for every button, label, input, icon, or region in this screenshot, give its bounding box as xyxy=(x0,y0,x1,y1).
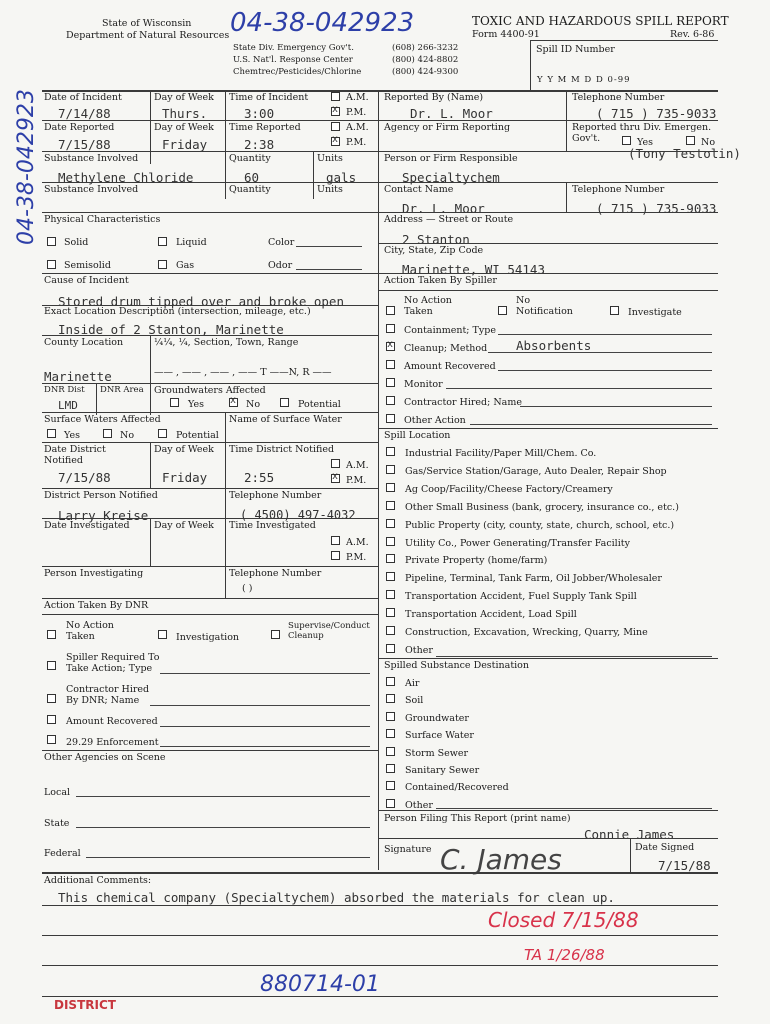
signature-value: C. James xyxy=(440,843,562,876)
contractor-dnr-checkbox[interactable] xyxy=(47,694,56,703)
dnr-dist-value: LMD xyxy=(58,399,78,412)
destination-other-field[interactable] xyxy=(436,808,712,809)
dow-reported-label: Day of Week xyxy=(154,122,214,133)
spill-location-item-label: Industrial Facility/Paper Mill/Chem. Co. xyxy=(405,448,597,459)
destination-label: Spilled Substance Destination xyxy=(384,660,530,671)
destination-item-checkbox[interactable] xyxy=(386,729,395,738)
contractor-dnr-field[interactable] xyxy=(150,705,370,706)
inv-time-label: Time Investigated xyxy=(229,520,316,531)
reported-time: 2:38 xyxy=(244,137,275,152)
state-label: State xyxy=(44,818,70,829)
state-field[interactable] xyxy=(76,827,370,828)
responsible-label: Person or Firm Responsible xyxy=(384,153,518,164)
sw-yes-label: Yes xyxy=(64,430,80,441)
spiller-no-action-checkbox[interactable] xyxy=(386,306,395,315)
date-district-label: Date District Notified xyxy=(44,444,106,466)
contact-phone-label: Telephone Number xyxy=(572,184,665,195)
spiller-required-checkbox[interactable] xyxy=(47,661,56,670)
contact-names: State Div. Emergency Gov't. U.S. Nat'l. Response Center Chemtrec/Pesticides/Chlorine xyxy=(233,43,362,77)
dnr-investigation-label: Investigation xyxy=(176,632,240,643)
spill-location-item-checkbox[interactable] xyxy=(386,626,395,635)
form-title: TOXIC AND HAZARDOUS SPILL REPORT xyxy=(472,14,729,28)
cleanup-value: Absorbents xyxy=(516,338,592,353)
district-time-label: Time District Notified xyxy=(229,444,335,455)
dnr-cleanup-checkbox[interactable] xyxy=(271,630,280,639)
surface-waters-label: Surface Waters Affected xyxy=(44,414,161,425)
ttr-fields: —— , —— , —— , —— T ——N, R —— xyxy=(154,367,332,378)
spill-location-item-checkbox[interactable] xyxy=(386,447,395,456)
other-action-checkbox[interactable] xyxy=(386,414,395,423)
district-stamp: DISTRICT xyxy=(54,998,116,1012)
date-signed-label: Date Signed xyxy=(635,842,695,853)
spill-id-label: Spill ID Number xyxy=(536,44,615,55)
spill-location-item-label: Construction, Excavation, Wrecking, Quarry, Mine xyxy=(405,627,648,638)
spill-location-item-checkbox[interactable] xyxy=(386,554,395,563)
gw-yes-checkbox[interactable] xyxy=(170,398,179,407)
dnr-investigation-checkbox[interactable] xyxy=(158,630,167,639)
spill-location-item-checkbox[interactable] xyxy=(386,644,395,653)
destination-item-label: Other xyxy=(405,799,433,811)
destination-item-checkbox[interactable] xyxy=(386,781,395,790)
reported-date: 7/15/88 xyxy=(58,137,111,152)
reported-am-checkbox[interactable] xyxy=(331,122,340,131)
reporter-phone: ( 715 ) 735-9033 xyxy=(596,106,717,121)
gas-label: Gas xyxy=(176,260,195,271)
containment-label: Containment; Type xyxy=(404,325,496,336)
time-reported-label: Time Reported xyxy=(229,122,301,133)
date-signed-value: 7/15/88 xyxy=(658,858,711,873)
dnr-amount-field[interactable] xyxy=(160,726,370,727)
spill-id-format: Y Y M M D D 0-99 xyxy=(537,75,631,85)
incident-am-checkbox[interactable] xyxy=(331,92,340,101)
am-label: A.M. xyxy=(346,460,369,471)
spiller-required-label: Spiller Required To Take Action; Type xyxy=(66,652,160,674)
enforcement-checkbox[interactable] xyxy=(47,735,56,744)
destination-item-checkbox[interactable] xyxy=(386,799,395,808)
address-label: Address — Street or Route xyxy=(384,214,514,225)
incident-pm-checkbox[interactable] xyxy=(331,107,340,116)
substance-label-2: Substance Involved xyxy=(44,184,139,195)
incident-date: 7/14/88 xyxy=(58,106,111,121)
city-label: City, State, Zip Code xyxy=(384,245,484,256)
spill-location-item-label: Gas/Service Station/Garage, Auto Dealer, Repair Shop xyxy=(405,465,667,477)
substance-name: Methylene Chloride xyxy=(58,170,194,185)
destination-item-label: Surface Water xyxy=(405,730,474,742)
spill-location-item-checkbox[interactable] xyxy=(386,519,395,528)
spiller-amount-field[interactable] xyxy=(498,370,712,371)
pm-label: P.M. xyxy=(346,107,367,118)
date-incident-label: Date of Incident xyxy=(44,92,122,103)
district-time: 2:55 xyxy=(244,470,275,485)
spill-location-item-checkbox[interactable] xyxy=(386,537,395,546)
district-phone: ( 4500) 497-4032 xyxy=(240,508,356,522)
sw-potential-label: Potential xyxy=(176,430,219,441)
incident-dow: Thurs. xyxy=(162,106,208,121)
spiller-investigate-checkbox[interactable] xyxy=(610,306,619,315)
other-agencies-label: Other Agencies on Scene xyxy=(44,752,166,763)
incident-time: 3:00 xyxy=(244,106,275,121)
pm-label: P.M. xyxy=(346,137,367,148)
monitor-checkbox[interactable] xyxy=(386,378,395,387)
location-label: Exact Location Description (intersection, mileage, etc.) xyxy=(44,306,311,317)
groundwaters-label: Groundwaters Affected xyxy=(154,385,266,396)
filer-name: Connie James xyxy=(584,827,675,842)
semisolid-label: Semisolid xyxy=(64,260,111,271)
am-label: A.M. xyxy=(346,92,369,103)
destination-item-checkbox[interactable] xyxy=(386,677,395,686)
gw-no-checkbox[interactable] xyxy=(229,398,238,407)
spill-location-item-checkbox[interactable] xyxy=(386,501,395,510)
dnr-amount-checkbox[interactable] xyxy=(47,715,56,724)
destination-item-checkbox[interactable] xyxy=(386,712,395,721)
contact-phones: (608) 266-3232 (800) 424-8802 (800) 424-9300 xyxy=(392,43,459,77)
spill-location-item-checkbox[interactable] xyxy=(386,608,395,617)
person-investigating-label: Person Investigating xyxy=(44,568,144,579)
action-dnr-label: Action Taken By DNR xyxy=(44,600,149,611)
odor-field[interactable] xyxy=(296,269,362,270)
gw-no-label: No xyxy=(246,399,261,410)
district-dow: Friday xyxy=(162,470,208,485)
county-value: Marinette xyxy=(44,369,112,384)
liquid-checkbox[interactable] xyxy=(158,237,167,246)
reported-by-value: Dr. L. Moor xyxy=(410,106,493,121)
dnr-amount-label: Amount Recovered xyxy=(66,716,158,727)
color-field[interactable] xyxy=(296,246,362,247)
destination-item-label: Air xyxy=(405,678,420,689)
spiller-no-notification-label: No Notification xyxy=(516,295,573,317)
contractor-checkbox[interactable] xyxy=(386,396,395,405)
address-value: 2 Stanton xyxy=(402,232,470,247)
substance-label: Substance Involved xyxy=(44,153,139,164)
destination-item-label: Contained/Recovered xyxy=(405,782,509,794)
spill-location-item-label: Transportation Accident, Fuel Supply Tank Spill xyxy=(405,591,637,603)
sw-no-label: No xyxy=(120,430,135,441)
cause-label: Cause of Incident xyxy=(44,275,129,286)
time-incident-label: Time of Incident xyxy=(229,92,309,103)
pm-label: P.M. xyxy=(346,475,367,486)
dnr-area-label: DNR Area xyxy=(100,385,144,395)
quantity-label: Quantity xyxy=(229,153,271,164)
federal-label: Federal xyxy=(44,848,81,859)
inv-pm-checkbox[interactable] xyxy=(331,551,340,560)
spill-location-item-label: Private Property (home/farm) xyxy=(405,555,548,567)
signature-label: Signature xyxy=(384,844,432,855)
containment-field[interactable] xyxy=(498,334,712,335)
reported-pm-checkbox[interactable] xyxy=(331,137,340,146)
cause-value: Stored drum tipped over and broke open xyxy=(58,294,344,309)
spill-location-label: Spill Location xyxy=(384,430,451,441)
location-value: Inside of 2 Stanton, Marinette xyxy=(58,322,284,337)
quantity-label-2: Quantity xyxy=(229,184,271,195)
closed-note: Closed 7/15/88 xyxy=(488,908,639,932)
department-name: Department of Natural Resources xyxy=(66,30,230,41)
enforcement-label: 29.29 Enforcement xyxy=(66,737,159,748)
gw-yes-label: Yes xyxy=(188,399,204,410)
spiller-amount-label: Amount Recovered xyxy=(404,361,496,372)
thru-no-label: No xyxy=(701,137,716,148)
inv-phone-field[interactable]: ( ) xyxy=(242,583,253,594)
local-label: Local xyxy=(44,787,71,798)
dnr-no-action-label: No Action Taken xyxy=(66,620,114,642)
county-label: County Location xyxy=(44,337,124,348)
thru-note: (Tony Testolin) xyxy=(628,146,741,161)
physical-label: Physical Characteristics xyxy=(44,214,161,225)
dnr-no-action-checkbox[interactable] xyxy=(47,630,56,639)
date-investigated-label: Date Investigated xyxy=(44,520,130,531)
phone-label: Telephone Number xyxy=(572,92,665,103)
section-label: ¼¼, ¼, Section, Town, Range xyxy=(154,337,299,348)
action-spiller-label: Action Taken By Spiller xyxy=(384,275,497,286)
date-reported-label: Date Reported xyxy=(44,122,115,133)
dow-incident-label: Day of Week xyxy=(154,92,214,103)
monitor-label: Monitor xyxy=(404,379,443,390)
district-date: 7/15/88 xyxy=(58,470,111,485)
contractor-label: Contractor Hired; Name xyxy=(404,397,522,408)
form-revision: Rev. 6-86 xyxy=(670,29,715,40)
inv-phone-label: Telephone Number xyxy=(229,568,322,579)
thru-yes-label: Yes xyxy=(637,137,653,148)
semisolid-checkbox[interactable] xyxy=(47,260,56,269)
take-action-field[interactable] xyxy=(160,673,370,674)
solid-label: Solid xyxy=(64,237,89,248)
units-label-2: Units xyxy=(317,184,343,195)
district-dow-label: Day of Week xyxy=(154,444,214,455)
other-action-field[interactable] xyxy=(470,424,712,425)
agency-label: Agency or Firm Reporting xyxy=(384,122,511,133)
units-label: Units xyxy=(317,153,343,164)
report-number-handwritten: 04-38-042923 xyxy=(230,8,415,38)
destination-item-label: Soil xyxy=(405,695,424,707)
surface-water-name-label: Name of Surface Water xyxy=(229,414,342,425)
district-am-checkbox[interactable] xyxy=(331,459,340,468)
monitor-field[interactable] xyxy=(446,388,712,389)
reported-thru-label: Reported thru Div. Emergen. Gov't. xyxy=(572,122,712,144)
odor-label: Odor xyxy=(268,260,293,271)
spill-location-item-label: Other xyxy=(405,644,433,656)
local-field[interactable] xyxy=(76,796,370,797)
spill-location-item-checkbox[interactable] xyxy=(386,483,395,492)
pm-label: P.M. xyxy=(346,552,367,563)
sw-yes-checkbox[interactable] xyxy=(47,429,56,438)
sw-potential-checkbox[interactable] xyxy=(158,429,167,438)
district-person: Larry Kreise xyxy=(58,508,149,523)
cleanup-label: Cleanup; Method xyxy=(404,343,488,354)
am-label: A.M. xyxy=(346,122,369,133)
gas-checkbox[interactable] xyxy=(158,260,167,269)
spiller-investigate-label: Investigate xyxy=(628,307,682,318)
enforcement-field[interactable] xyxy=(160,746,370,747)
spill-location-item-checkbox[interactable] xyxy=(386,572,395,581)
cleanup-field[interactable] xyxy=(488,352,712,353)
spiller-amount-checkbox[interactable] xyxy=(386,360,395,369)
spill-location-item-checkbox[interactable] xyxy=(386,590,395,599)
contact-value: Dr. L. Moor xyxy=(402,201,485,216)
federal-field[interactable] xyxy=(86,857,370,858)
solid-checkbox[interactable] xyxy=(47,237,56,246)
initials-note: TA 1/26/88 xyxy=(524,946,605,964)
contact-label: Contact Name xyxy=(384,184,454,195)
destination-item-checkbox[interactable] xyxy=(386,694,395,703)
reported-dow: Friday xyxy=(162,137,208,152)
cleanup-checkbox[interactable] xyxy=(386,342,395,351)
contractor-dnr-label: Contractor Hired By DNR; Name xyxy=(66,684,150,706)
substance-units: gals xyxy=(326,170,357,185)
dnr-dist-label: DNR Dist xyxy=(44,385,85,395)
district-pm-checkbox[interactable] xyxy=(331,474,340,483)
filer-label: Person Filing This Report (print name) xyxy=(384,813,571,824)
destination-item-checkbox[interactable] xyxy=(386,747,395,756)
spill-location-item-label: Pipeline, Terminal, Tank Farm, Oil Jobber/Wholesaler xyxy=(405,573,662,585)
spill-location-item-label: Ag Coop/Facility/Cheese Factory/Creamery xyxy=(405,483,613,495)
spill-location-item-checkbox[interactable] xyxy=(386,465,395,474)
reported-by-label: Reported By (Name) xyxy=(384,92,484,103)
thru-yes-checkbox[interactable] xyxy=(622,136,631,145)
spiller-no-action-label: No Action Taken xyxy=(404,295,452,317)
comments-text: This chemical company (Specialtychem) absorbed the materials for clean up. xyxy=(58,890,615,905)
contractor-field[interactable] xyxy=(520,406,712,407)
contact-phone: ( 715 ) 735-9033 xyxy=(596,201,717,216)
spill-location-item-label: Other Small Business (bank, grocery, insurance co., etc.) xyxy=(405,501,679,513)
containment-checkbox[interactable] xyxy=(386,324,395,333)
side-report-number: 04-38-042923 xyxy=(14,89,39,245)
gw-potential-label: Potential xyxy=(298,399,341,410)
spiller-notification-checkbox[interactable] xyxy=(498,306,507,315)
city-value: Marinette, WI 54143 xyxy=(402,262,545,277)
responsible-value: Specialtychem xyxy=(402,170,500,185)
other-action-label: Other Action xyxy=(404,415,466,426)
sw-no-checkbox[interactable] xyxy=(103,429,112,438)
thru-no-checkbox[interactable] xyxy=(686,136,695,145)
liquid-label: Liquid xyxy=(176,237,207,248)
destination-item-checkbox[interactable] xyxy=(386,764,395,773)
inv-dow-label: Day of Week xyxy=(154,520,214,531)
form-number: Form 4400-91 xyxy=(472,29,540,40)
spill-location-item-label: Utility Co., Power Generating/Transfer Facility xyxy=(405,537,630,549)
location-other-field[interactable] xyxy=(436,656,712,657)
inv-am-checkbox[interactable] xyxy=(331,536,340,545)
comments-label: Additional Comments: xyxy=(44,875,152,886)
am-label: A.M. xyxy=(346,537,369,548)
district-person-label: District Person Notified xyxy=(44,490,158,501)
spill-location-item-label: Transportation Accident, Load Spill xyxy=(405,609,577,621)
dnr-cleanup-label: Supervise/Conduct Cleanup xyxy=(288,621,370,641)
district-phone-label: Telephone Number xyxy=(229,490,322,501)
spill-location-item-label: Public Property (city, county, state, church, school, etc.) xyxy=(405,519,675,531)
color-label: Color xyxy=(268,237,295,248)
destination-item-label: Sanitary Sewer xyxy=(405,765,480,776)
file-number: 880714-01 xyxy=(260,972,380,997)
destination-item-label: Groundwater xyxy=(405,712,469,724)
destination-item-label: Storm Sewer xyxy=(405,747,469,759)
state-name: State of Wisconsin xyxy=(102,18,192,29)
substance-quantity: 60 xyxy=(244,170,260,185)
gw-potential-checkbox[interactable] xyxy=(280,398,289,407)
